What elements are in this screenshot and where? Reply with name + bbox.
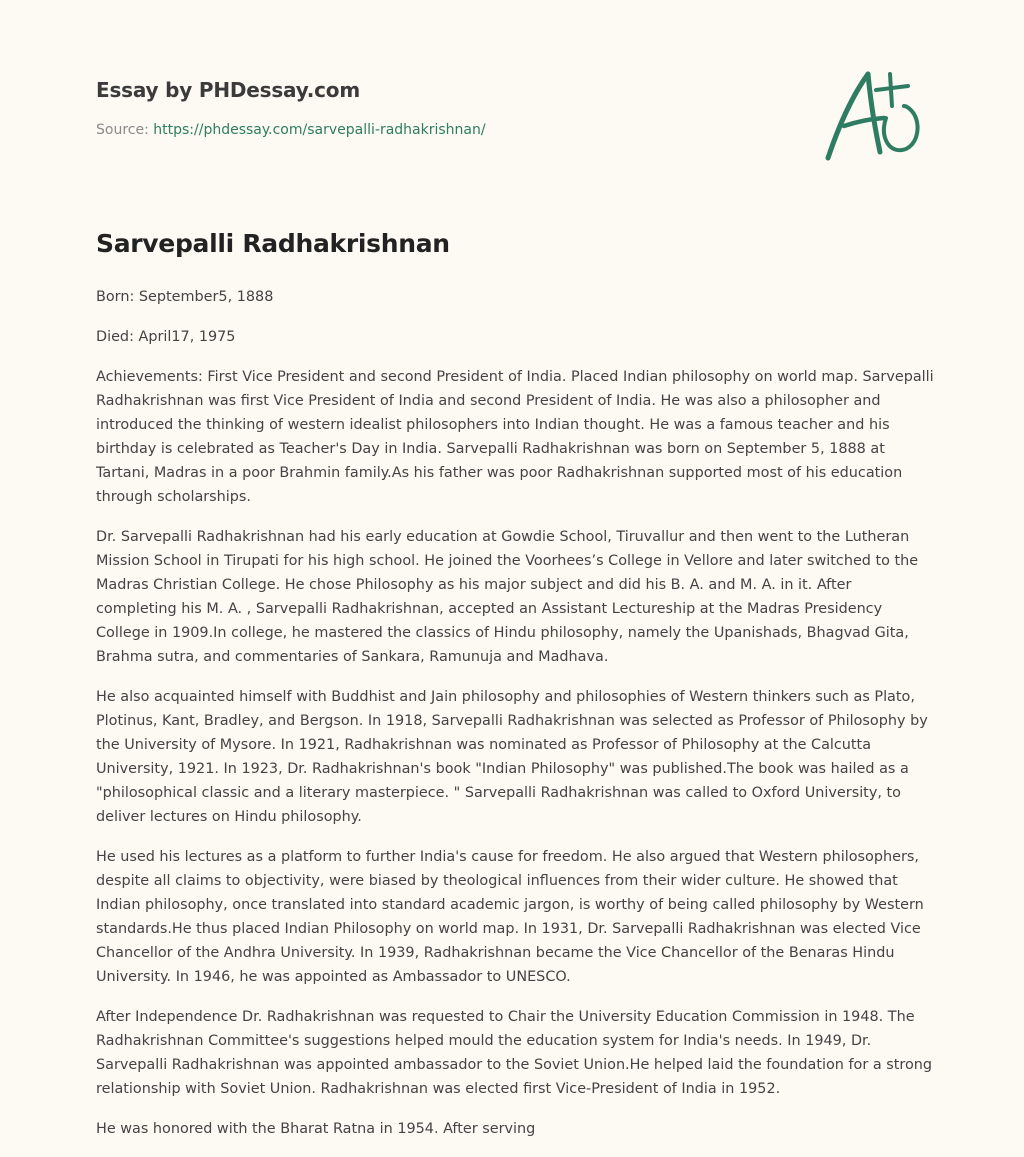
a-plus-icon: [822, 66, 932, 166]
essay-body: [96, 285, 936, 1157]
paragraph-achievements: Achievements: First Vice President and second President of India. Placed Indian philosophy on world map. Sarvepalli Radhakrishnan was first Vice President of India and second President of India. He was also a philosopher and introduced the thinking of western idealist philosophers into Indian thought. He was a famous teacher and his birthday is celebrated as Teacher's Day in India. Sarvepalli Radhakrishnan was born on September 5, 1888 at Tartani, Madras in a poor Brahmin family.As his father was poor Radhakrishnan supported most of his education through scholarships.: [96, 369, 934, 505]
paragraph-independence: After Independence Dr. Radhakrishnan was requested to Chair the University Education Commission in 1948. The Radhakrishnan Committee's suggestions helped mould the education system for India's needs. In 1949, Dr. Sarvepalli Radhakrishnan was appointed ambassador to the Soviet Union.He helped laid the foundation for a strong relationship with Soviet Union. Radhakrishnan was elected first Vice-President of India in 1952.: [96, 1009, 933, 1097]
paragraph-born: Born: September5, 1888: [96, 289, 274, 305]
source-link[interactable]: https://phdessay.com/sarvepalli-radhakrishnan/: [153, 122, 486, 138]
paragraph-lectures: He used his lectures as a platform to further India's cause for freedom. He also argued that Western philosophers, despite all claims to objectivity, were biased by theological influences from their wider culture. He showed that Indian philosophy, once translated into standard academic jargon, is worthy of being called philosophy by Western standards.He thus placed Indian Philosophy on world map. In 1931, Dr. Sarvepalli Radhakrishnan was elected Vice Chancellor of the Andhra University. In 1939, Radhakrishnan became the Vice Chancellor of the Benaras Hindu University. In 1946, he was appointed as Ambassador to UNESCO.: [96, 849, 924, 985]
source-label: Source:: [96, 122, 149, 138]
paragraph-honors: He was honored with the Bharat Ratna in 1954. After serving: [96, 1121, 536, 1137]
paragraph-education: Dr. Sarvepalli Radhakrishnan had his early education at Gowdie School, Tiruvallur and then went to the Lutheran Mission School in Tirupati for his high school. He joined the Voorhees’s College in Vellore and later switched to the Madras Christian College. He chose Philosophy as his major subject and did his B. A. and M. A. in it. After completing his M. A. , Sarvepalli Radhakrishnan, accepted an Assistant Lectureship at the Madras Presidency College in 1909.In college, he mastered the classics of Hindu philosophy, namely the Upanishads, Bhagvad Gita, Brahma sutra, and commentaries of Sankara, Ramunuja and Madhava.: [96, 529, 919, 665]
paragraph-died: Died: April17, 1975: [96, 329, 236, 345]
brand-title: Essay by PHDessay.com: [96, 78, 360, 102]
essay-title: Sarvepalli Radhakrishnan: [96, 229, 450, 258]
source-line: [96, 120, 796, 140]
paragraph-career: He also acquainted himself with Buddhist and Jain philosophy and philosophies of Western thinkers such as Plato, Plotinus, Kant, Bradley, and Bergson. In 1918, Sarvepalli Radhakrishnan was selected as Professor of Philosophy by the University of Mysore. In 1921, Radhakrishnan was nominated as Professor of Philosophy at the Calcutta University, 1921. In 1923, Dr. Radhakrishnan's book "Indian Philosophy" was published.The book was hailed as a "philosophical classic and a literary masterpiece. " Sarvepalli Radhakrishnan was called to Oxford University, to deliver lectures on Hindu philosophy.: [96, 689, 928, 825]
page-header: [96, 76, 796, 140]
